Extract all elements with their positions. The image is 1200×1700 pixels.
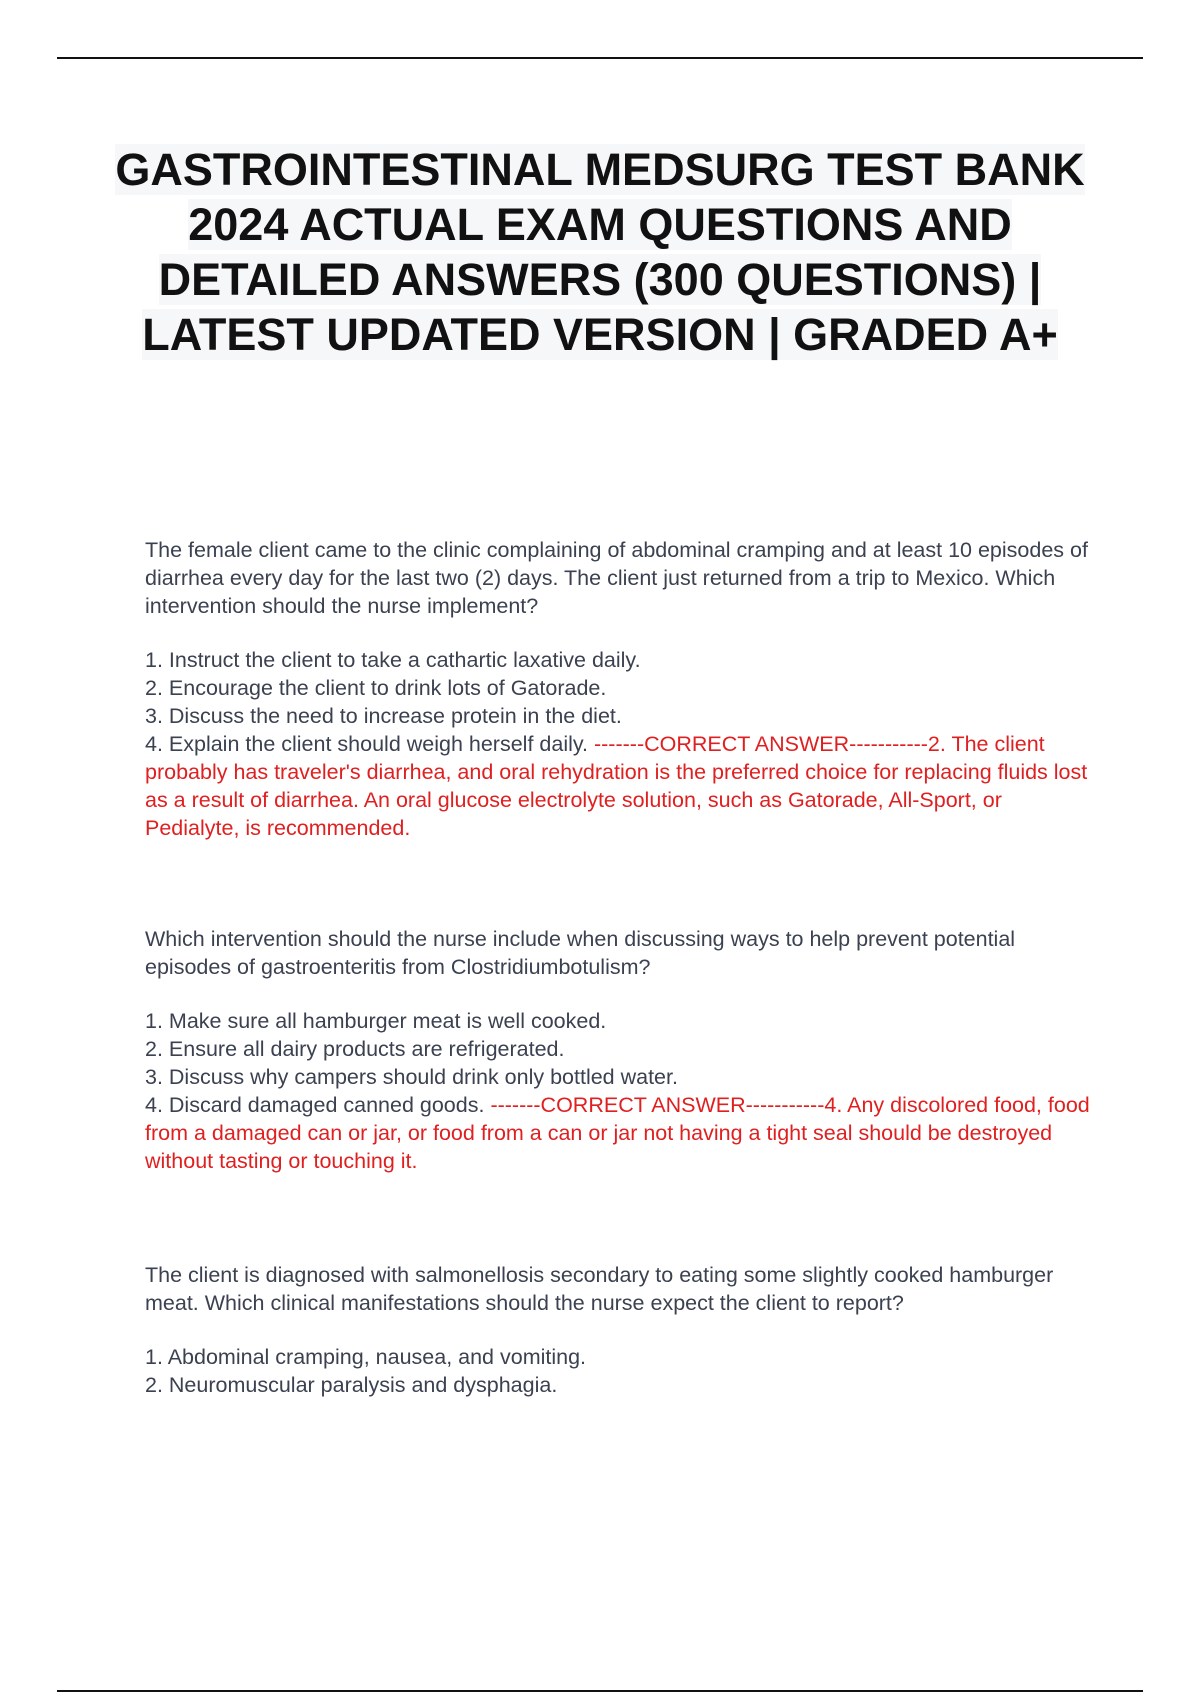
answer-options [145, 646, 1090, 842]
correct-answer-text: -------CORRECT ANSWER-----------4. Any discolored food, food from a damaged can or jar, or food from a can or jar not having a tight seal should be destroyed without tasting or touching it. [145, 1093, 1090, 1173]
answer-option: 2. Neuromuscular paralysis and dysphagia. [145, 1373, 558, 1397]
answer-option: 2. Ensure all dairy products are refrigerated. [145, 1037, 565, 1061]
answer-option-with-answer [145, 730, 1090, 842]
answer-option: 4. Explain the client should weigh herself daily. [145, 732, 588, 756]
answer-option: 1. Instruct the client to take a cathartic laxative daily. [145, 648, 641, 672]
answer-option: 3. Discuss why campers should drink only bottled water. [145, 1065, 678, 1089]
answer-option: 1. Abdominal cramping, nausea, and vomiting. [145, 1345, 587, 1369]
document-title [100, 142, 1100, 362]
answer-options [145, 1007, 1090, 1175]
answer-option: 4. Discard damaged canned goods. [145, 1093, 485, 1117]
top-divider [57, 57, 1143, 59]
question-stem: The client is diagnosed with salmonellosis secondary to eating some slightly cooked hamburger meat. Which clinical manifestations should the nurse expect the client to report? [145, 1263, 1054, 1315]
answer-option-with-answer [145, 1091, 1090, 1175]
answer-option: 1. Make sure all hamburger meat is well cooked. [145, 1009, 607, 1033]
question-stem: The female client came to the clinic complaining of abdominal cramping and at least 10 episodes of diarrhea every day for the last two (2) days. The client just returned from a trip to Mexico. Which intervention should the nurse implement? [145, 538, 1088, 618]
correct-answer-text: -------CORRECT ANSWER-----------2. The client probably has traveler's diarrhea, and oral rehydration is the preferred choice for replacing fluids lost as a result of diarrhea. An oral glucose electrolyte solution, such as Gatorade, All-Sport, or Pedialyte, is recommended. [145, 732, 1088, 840]
bottom-divider [57, 1690, 1143, 1692]
question-block-2 [145, 925, 1090, 1175]
answer-option: 2. Encourage the client to drink lots of Gatorade. [145, 676, 607, 700]
question-block-3 [145, 1261, 1090, 1399]
answer-option: 3. Discuss the need to increase protein in the diet. [145, 704, 622, 728]
question-block-1 [145, 536, 1090, 842]
document-title-text: GASTROINTESTINAL MEDSURG TEST BANK 2024 ACTUAL EXAM QUESTIONS AND DETAILED ANSWERS (300 QUESTIONS) | LATEST UPDATED VERSION | GRADED A+ [115, 144, 1085, 360]
answer-options [145, 1343, 1090, 1399]
question-stem: Which intervention should the nurse include when discussing ways to help prevent potential episodes of gastroenteritis from Clostridiumbotulism? [145, 927, 1016, 979]
